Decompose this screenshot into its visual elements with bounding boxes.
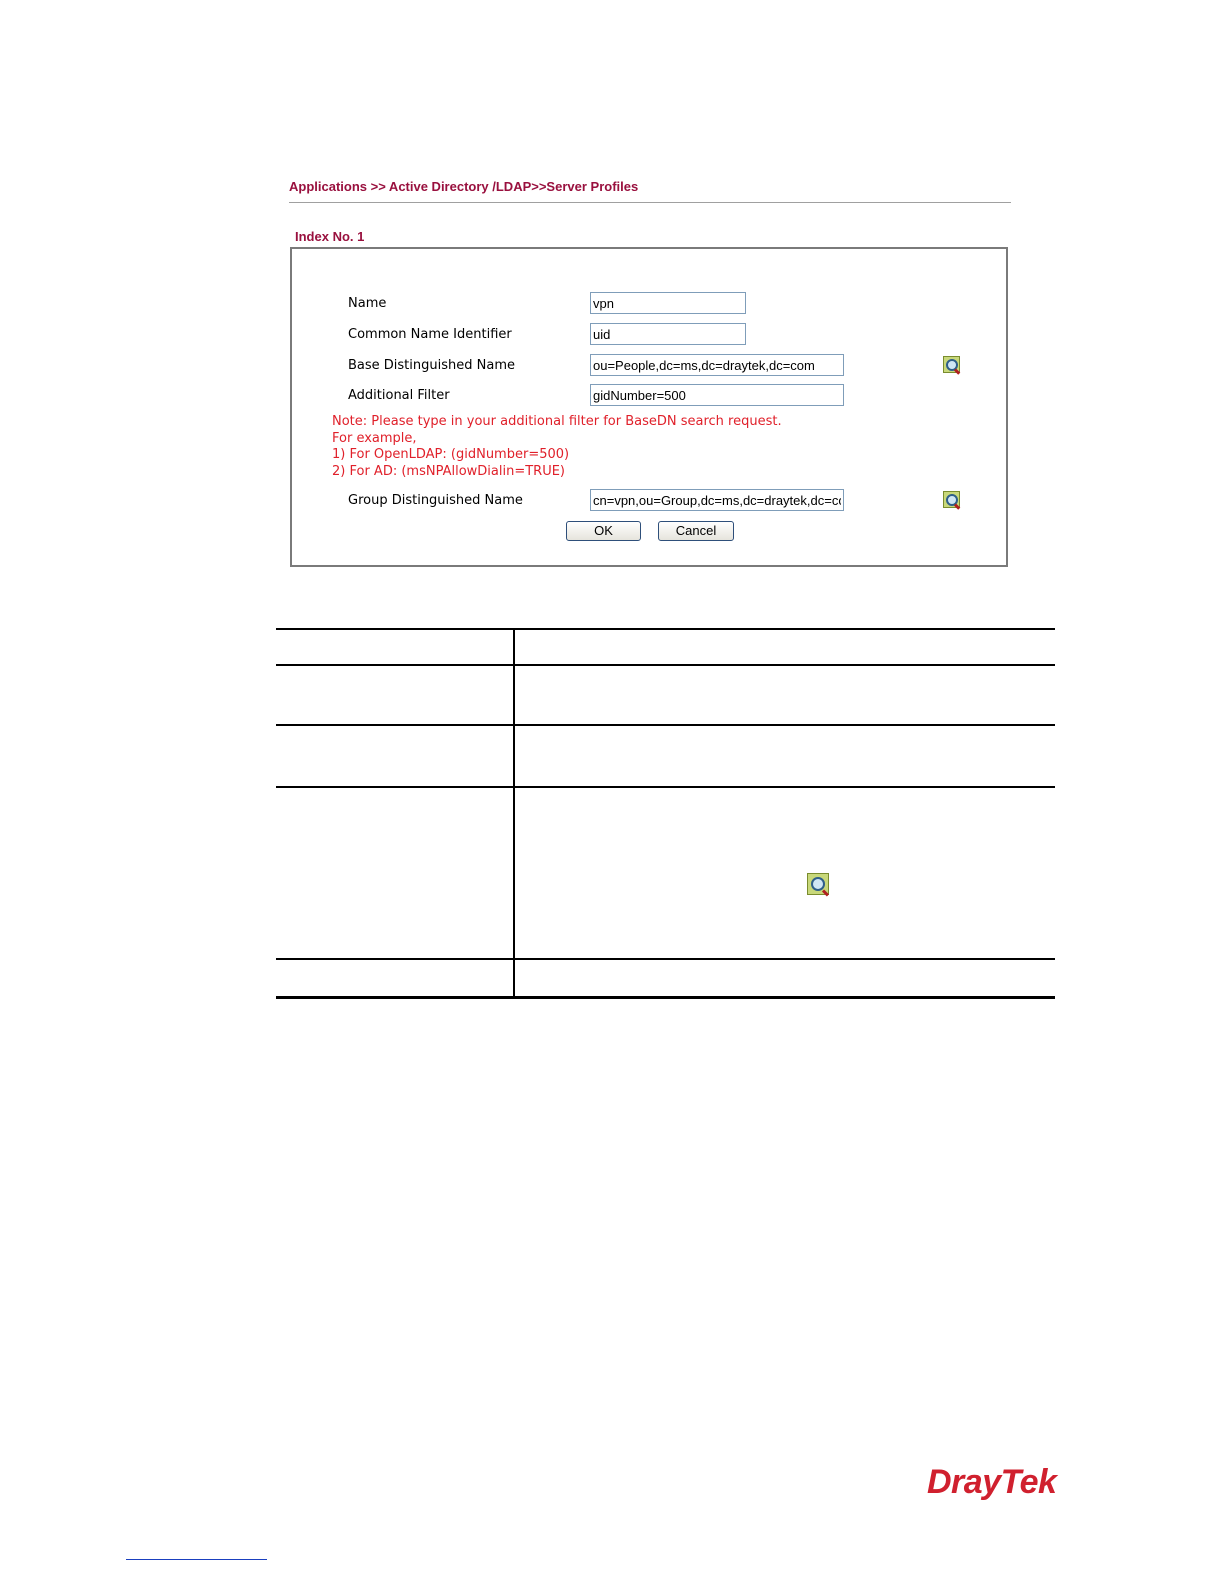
table-top-rule [276, 628, 1055, 630]
additional-filter-label: Additional Filter [348, 388, 450, 403]
base-dn-search-icon[interactable] [943, 356, 960, 373]
group-dn-input[interactable] [590, 489, 844, 511]
note-line: Note: Please type in your additional filter for BaseDN search request. [332, 414, 782, 429]
note-line: For example, [332, 430, 417, 446]
table-bottom-rule [276, 996, 1055, 999]
footer-link-underline [126, 1559, 267, 1560]
additional-filter-note [332, 414, 782, 480]
table-column-divider [513, 629, 515, 998]
draytek-logo: DrayTek [927, 1463, 1057, 1501]
table-row-divider [276, 958, 1055, 960]
note-line: 2) For AD: (msNPAllowDialin=TRUE) [332, 463, 565, 479]
note-line: 1) For OpenLDAP: (gidNumber=500) [332, 447, 570, 462]
ok-button[interactable]: OK [566, 521, 641, 541]
name-input[interactable] [590, 292, 746, 314]
table-row-divider [276, 724, 1055, 726]
breadcrumb-divider [289, 202, 1011, 203]
table-row-divider [276, 786, 1055, 788]
common-name-identifier-input[interactable] [590, 323, 746, 345]
base-dn-label: Base Distinguished Name [348, 358, 515, 373]
breadcrumb: Applications >> Active Directory /LDAP>>Server Profiles [289, 179, 639, 194]
additional-filter-input[interactable] [590, 384, 844, 406]
name-label: Name [348, 296, 387, 311]
table-row-divider [276, 664, 1055, 666]
group-dn-label: Group Distinguished Name [348, 493, 523, 508]
cancel-button[interactable]: Cancel [658, 521, 734, 541]
common-name-identifier-label: Common Name Identifier [348, 327, 512, 342]
index-label: Index No. 1 [295, 229, 365, 244]
base-dn-input[interactable] [590, 354, 844, 376]
magnifier-search-icon [807, 873, 829, 895]
group-dn-search-icon[interactable] [943, 491, 960, 508]
